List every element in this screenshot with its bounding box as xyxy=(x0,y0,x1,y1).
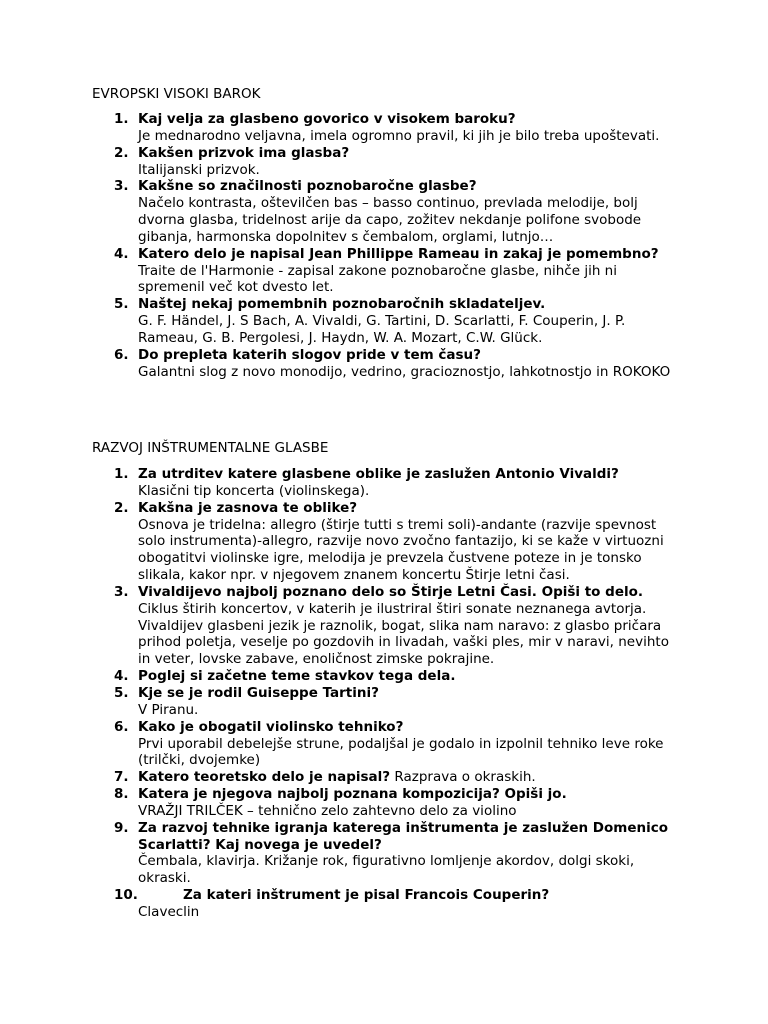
list-item xyxy=(0,685,678,719)
question-text: Za razvoj tehnike igranja katerega inštrumenta je zaslužen Domenico Scarlatti? Kaj novega je uvedel? xyxy=(138,819,669,853)
item-number: 5. xyxy=(114,684,129,701)
item-number: 2. xyxy=(114,499,129,516)
answer-text: Ciklus štirih koncertov, v katerih je ilustriral štiri sonate neznanega avtorja. Vivaldijev glasbeni jezik je raznolik, bogat, slika nam naravo: z glasbo pričara prihod poletja, veselje po gozdovih in livadah, vaški ples, mir v naravi, nevihto in veter, lovske zabave, enoličnost zimske pokrajine. xyxy=(138,600,669,668)
answer-text: Italijanski prizvok. xyxy=(138,161,260,178)
question-text: Do prepleta katerih slogov pride v tem času? xyxy=(138,346,481,363)
list-item xyxy=(0,668,678,685)
answer-text: Čembala, klavirja. Križanje rok, figurativno lomljenje akordov, dolgi skoki, okraski. xyxy=(138,853,635,887)
answer-text: Claveclin xyxy=(138,903,200,920)
question-list xyxy=(0,111,768,381)
list-item xyxy=(0,466,678,500)
question-text: Kakšne so značilnosti poznobaročne glasbe? xyxy=(138,178,477,195)
question-text: Kakšna je zasnova te oblike? xyxy=(138,499,358,516)
section-title: EVROPSKI VISOKI BAROK xyxy=(92,86,261,102)
item-number: 6. xyxy=(114,718,129,735)
list-item xyxy=(0,584,678,668)
question-text: Kaj velja za glasbeno govorico v visokem baroku? xyxy=(138,111,516,127)
question-text: Naštej nekaj pomembnih poznobaročnih skladateljev. xyxy=(138,296,546,313)
question-text: Za utrditev katere glasbene oblike je zaslužen Antonio Vivaldi? xyxy=(138,466,619,482)
question-text: Poglej si začetne teme stavkov tega dela. xyxy=(138,668,456,685)
list-item xyxy=(0,786,678,820)
question-text: Katero delo je napisal Jean Phillippe Rameau in zakaj je pomembno? xyxy=(138,245,659,262)
item-number: 3. xyxy=(114,583,129,600)
list-item xyxy=(0,347,678,381)
list-item xyxy=(0,769,678,786)
list-item xyxy=(0,246,678,297)
item-number: 5. xyxy=(114,296,129,313)
question-text: Kakšen prizvok ima glasba? xyxy=(138,144,350,161)
list-item xyxy=(0,887,678,921)
item-number: 4. xyxy=(114,668,129,685)
answer-text: Traite de l'Harmonie - zapisal zakone poznobaročne glasbe, nihče jih ni spremenil več kot dvesto let. xyxy=(138,262,617,296)
item-number: 8. xyxy=(114,786,129,803)
answer-text: Prvi uporabil debelejše strune, podaljšal je godalo in izpolnil tehniko leve roke (trilčki, dvojemke) xyxy=(138,735,664,769)
answer-text: Osnova je tridelna: allegro (štirje tutti s tremi soli)-andante (razvije spevnost solo instrumenta)-allegro, razvije novo zvočno fantazijo, ki se kaže v virtuozni obogatitvi violinske igre, melodija je prevzela čustvene poteze in je tonsko slikala, kakor npr. v njegovem znanem koncertu Štirje letni časi. xyxy=(138,516,664,584)
list-item xyxy=(0,145,678,179)
item-number: 4. xyxy=(114,245,129,262)
list-item xyxy=(0,500,678,584)
list-item xyxy=(0,178,678,245)
question-text: Katera je njegova najbolj poznana kompozicija? Opiši jo. xyxy=(138,786,567,803)
answer-text: G. F. Händel, J. S Bach, A. Vivaldi, G. Tartini, D. Scarlatti, F. Couperin, J. P. Rameau, G. B. Pergolesi, J. Haydn, W. A. Mozart, C.W. Glück. xyxy=(138,313,626,346)
list-item xyxy=(0,296,678,347)
item-number: 10. xyxy=(114,887,138,904)
item-number: 1. xyxy=(114,111,129,127)
answer-text: Je mednarodno veljavna, imela ogromno pravil, ki jih je bilo treba upoštevati. xyxy=(138,127,660,144)
answer-text: Razprava o okraskih. xyxy=(390,769,536,786)
answer-text: Galantni slog z novo monodijo, vedrino, gracioznostjo, lahkotnostjo in ROKOKO xyxy=(138,363,671,380)
question-text: Katero teoretsko delo je napisal? xyxy=(138,769,391,786)
list-item xyxy=(0,111,678,145)
item-number: 3. xyxy=(114,178,129,195)
item-number: 2. xyxy=(114,144,129,161)
answer-text: VRAŽJI TRILČEK – tehnično zelo zahtevno delo za violino xyxy=(138,802,517,819)
question-text: Kako je obogatil violinsko tehniko? xyxy=(138,718,404,735)
item-number: 9. xyxy=(114,819,129,836)
question-text: Za kateri inštrument je pisal Francois Couperin? xyxy=(183,887,550,904)
section-title: RAZVOJ INŠTRUMENTALNE GLASBE xyxy=(92,440,329,456)
item-number: 1. xyxy=(114,466,129,482)
item-number: 7. xyxy=(114,769,129,786)
list-item xyxy=(0,820,678,887)
question-list xyxy=(0,466,768,921)
question-text: Kje se je rodil Guiseppe Tartini? xyxy=(138,684,379,701)
item-number: 6. xyxy=(114,346,129,363)
answer-text: V Piranu. xyxy=(138,701,199,718)
answer-text: Načelo kontrasta, oštevilčen bas – basso continuo, prevlada melodije, bolj dvorna glasba, tridelnost arije da capo, zožitev nekdanje polifone svobode gibanja, harmonska dopolnitev s čembalom, orglami, lutnjo… xyxy=(138,195,642,245)
question-text: Vivaldijevo najbolj poznano delo so Štirje Letni Časi. Opiši to delo. xyxy=(138,583,644,600)
list-item xyxy=(0,719,678,770)
answer-text: Klasični tip koncerta (violinskega). xyxy=(138,482,370,499)
